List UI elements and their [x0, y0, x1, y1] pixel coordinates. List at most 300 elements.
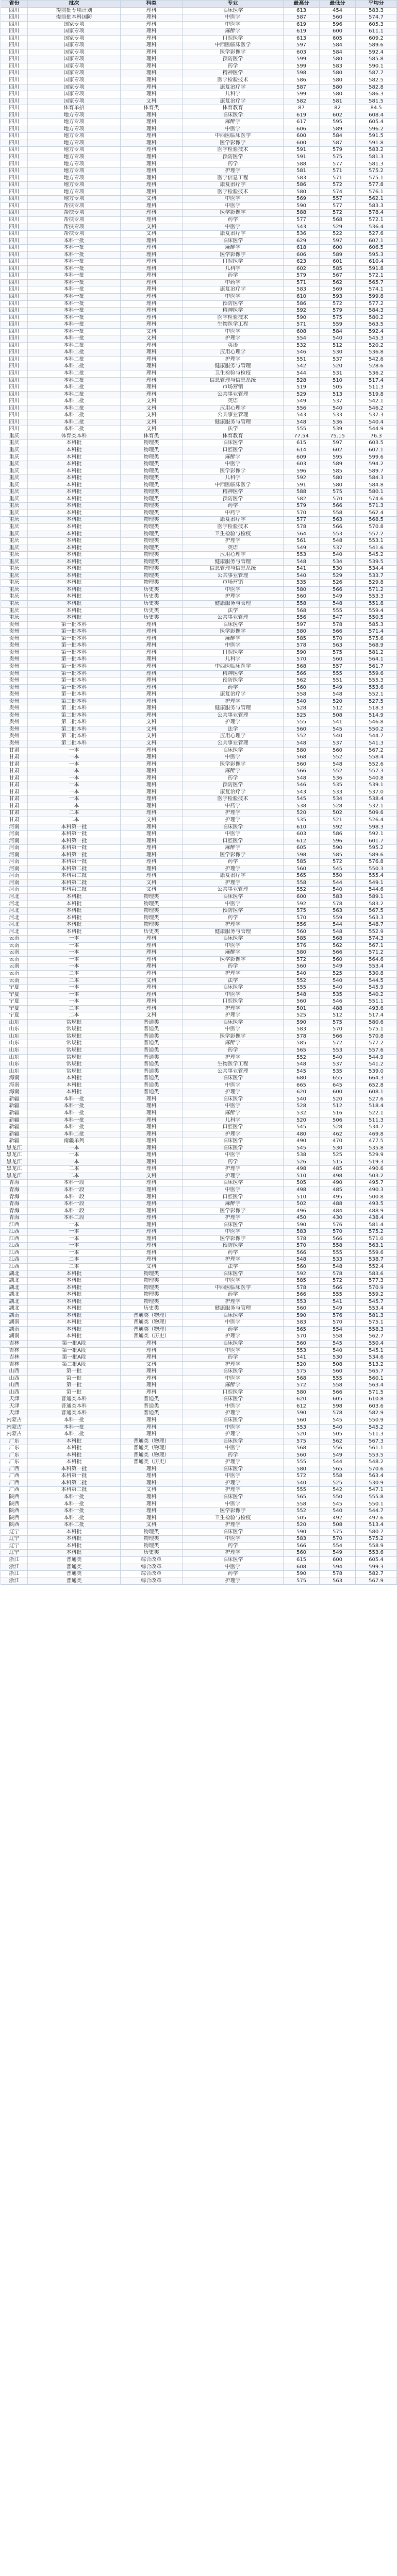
- cell-province: 海南: [1, 1089, 28, 1096]
- cell-province: 云南: [1, 956, 28, 963]
- cell-min-score: 601: [320, 259, 356, 266]
- cell-batch: 地方专项: [28, 112, 121, 119]
- cell-max-score: 558: [284, 691, 320, 699]
- cell-avg-score: 592.4: [356, 328, 397, 335]
- cell-min-score: 605: [320, 1396, 356, 1403]
- table-row: [1, 377, 397, 384]
- cell-major: 临床医学: [183, 936, 284, 943]
- cell-major: 药学: [183, 1249, 284, 1257]
- table-row: [1, 552, 397, 559]
- cell-major: 药学: [183, 963, 284, 971]
- cell-max-score: 502: [284, 1201, 320, 1208]
- cell-batch: 一本: [28, 963, 121, 971]
- cell-batch: 第一批本科: [28, 649, 121, 656]
- cell-batch: 本科批: [28, 1278, 121, 1285]
- table-row: [1, 691, 397, 699]
- cell-min-score: 581: [320, 98, 356, 105]
- cell-major: 精神医学: [183, 308, 284, 315]
- table-row: [1, 70, 397, 77]
- cell-min-score: 579: [320, 308, 356, 315]
- cell-avg-score: 534.6: [356, 1354, 397, 1362]
- cell-max-score: 578: [284, 1033, 320, 1040]
- cell-batch: 一本: [28, 998, 121, 1006]
- cell-major: 护理学: [183, 817, 284, 824]
- cell-avg-score: 603.5: [356, 440, 397, 447]
- cell-batch: 第一批本科: [28, 684, 121, 691]
- cell-province: 黑龙江: [1, 1145, 28, 1152]
- cell-max-score: 599: [284, 56, 320, 63]
- table-row: [1, 328, 397, 335]
- cell-province: 四川: [1, 154, 28, 161]
- cell-min-score: 571: [320, 175, 356, 182]
- cell-province: 四川: [1, 56, 28, 63]
- table-row: [1, 1410, 397, 1417]
- cell-min-score: 585: [320, 852, 356, 859]
- cell-subject-type: 文科: [121, 1173, 183, 1180]
- table-row: [1, 817, 397, 824]
- cell-avg-score: 529.8: [356, 580, 397, 587]
- cell-major: 临床医学: [183, 1180, 284, 1187]
- cell-avg-score: 557.6: [356, 1047, 397, 1055]
- cell-max-score: 532: [284, 1110, 320, 1117]
- cell-batch: 二本: [28, 977, 121, 985]
- cell-min-score: 555: [320, 670, 356, 677]
- cell-major: 医学影像学: [183, 1208, 284, 1215]
- cell-max-score: 566: [284, 670, 320, 677]
- cell-batch: 本科一段: [28, 1208, 121, 1215]
- cell-province: 四川: [1, 77, 28, 84]
- cell-major: 生物医学工程: [183, 1061, 284, 1069]
- cell-max-score: 558: [284, 879, 320, 887]
- cell-province: 浙江: [1, 1578, 28, 1585]
- cell-subject-type: 普通类（物理）: [121, 1445, 183, 1452]
- cell-subject-type: 理科: [121, 782, 183, 789]
- table-row: [1, 161, 397, 168]
- cell-avg-score: 542.6: [356, 356, 397, 363]
- cell-major: 临床医学: [183, 1466, 284, 1473]
- cell-min-score: 525: [320, 1480, 356, 1487]
- cell-major: 中医学: [183, 1564, 284, 1571]
- cell-subject-type: 理科: [121, 866, 183, 873]
- cell-province: 四川: [1, 84, 28, 91]
- table-row: [1, 803, 397, 810]
- cell-max-score: 553: [284, 1347, 320, 1354]
- cell-min-score: 572: [320, 210, 356, 217]
- cell-batch: 本科批: [28, 482, 121, 489]
- cell-province: 云南: [1, 971, 28, 978]
- cell-major: 公共事业管理: [183, 712, 284, 719]
- cell-max-score: 541: [284, 566, 320, 573]
- table-row: [1, 1501, 397, 1508]
- cell-max-score: 546: [284, 349, 320, 357]
- cell-subject-type: 普通类（物理）: [121, 1452, 183, 1459]
- table-row: [1, 1515, 397, 1522]
- cell-batch: 本科第二批: [28, 887, 121, 894]
- cell-avg-score: 503.2: [356, 1173, 397, 1180]
- cell-min-score: 540: [320, 977, 356, 985]
- cell-province: 贵州: [1, 656, 28, 664]
- cell-batch: 二本: [28, 1173, 121, 1180]
- cell-avg-score: 582.9: [356, 1410, 397, 1417]
- cell-province: 四川: [1, 231, 28, 238]
- cell-avg-score: 574.6: [356, 496, 397, 503]
- cell-batch: 帮扶专项: [28, 202, 121, 210]
- admission-scores-table: [1, 0, 397, 1585]
- cell-subject-type: 理科: [121, 831, 183, 838]
- cell-avg-score: 509.6: [356, 810, 397, 817]
- cell-avg-score: 572.1: [356, 273, 397, 280]
- cell-avg-score: 595.3: [356, 251, 397, 259]
- cell-avg-score: 526.4: [356, 817, 397, 824]
- cell-subject-type: 理科: [121, 754, 183, 761]
- cell-subject-type: 理科: [121, 133, 183, 140]
- cell-avg-score: 550.9: [356, 1417, 397, 1425]
- table-row: [1, 1312, 397, 1319]
- cell-province: 海南: [1, 1075, 28, 1082]
- cell-max-score: 545: [284, 1124, 320, 1131]
- cell-batch: 本科批: [28, 1459, 121, 1466]
- cell-avg-score: 575.1: [356, 175, 397, 182]
- cell-major: 口腔医学: [183, 35, 284, 42]
- cell-province: 宁夏: [1, 998, 28, 1006]
- cell-batch: 第一批本科: [28, 621, 121, 629]
- cell-max-score: 570: [284, 656, 320, 664]
- cell-avg-score: 544.6: [356, 887, 397, 894]
- cell-province: 甘肃: [1, 803, 28, 810]
- table-row: [1, 712, 397, 719]
- cell-major: 护理学: [183, 356, 284, 363]
- cell-province: 四川: [1, 168, 28, 175]
- table-row: [1, 1550, 397, 1557]
- table-row: [1, 1508, 397, 1515]
- cell-major: 临床医学: [183, 1396, 284, 1403]
- cell-province: 河南: [1, 838, 28, 845]
- cell-subject-type: 理科: [121, 956, 183, 963]
- table-row: [1, 942, 397, 950]
- cell-major: 信息管理与信息系统: [183, 566, 284, 573]
- cell-province: 四川: [1, 119, 28, 126]
- cell-major: 健康服务与管理: [183, 601, 284, 608]
- cell-province: 湖南: [1, 1312, 28, 1319]
- table-row: [1, 412, 397, 419]
- cell-major: 市场营销: [183, 384, 284, 392]
- cell-batch: 二本: [28, 1257, 121, 1264]
- cell-subject-type: 文科: [121, 231, 183, 238]
- cell-min-score: 540: [320, 552, 356, 559]
- cell-major: 麻醉学: [183, 245, 284, 252]
- table-row: [1, 391, 397, 398]
- cell-major: 麻醉学: [183, 1110, 284, 1117]
- cell-province: 贵州: [1, 677, 28, 685]
- cell-max-score: 560: [284, 963, 320, 971]
- cell-max-score: 535: [284, 580, 320, 587]
- cell-batch: 第一批A段: [28, 1354, 121, 1362]
- cell-major: 医学影像学: [183, 140, 284, 147]
- cell-min-score: 547: [320, 615, 356, 622]
- cell-avg-score: 550.3: [356, 866, 397, 873]
- cell-batch: 第一批本科: [28, 670, 121, 677]
- cell-max-score: 520: [284, 1117, 320, 1124]
- cell-min-score: 585: [320, 265, 356, 273]
- cell-subject-type: 物理类: [121, 454, 183, 461]
- cell-min-score: 548: [320, 691, 356, 699]
- cell-batch: 二本: [28, 810, 121, 817]
- cell-province: 重庆: [1, 482, 28, 489]
- table-row: [1, 63, 397, 70]
- cell-province: 四川: [1, 349, 28, 357]
- table-row: [1, 202, 397, 210]
- cell-max-score: 528: [284, 377, 320, 384]
- cell-subject-type: 理科: [121, 119, 183, 126]
- cell-batch: 本科批: [28, 914, 121, 922]
- table-row: [1, 370, 397, 377]
- cell-min-score: 533: [320, 412, 356, 419]
- cell-major: 中医学: [183, 1424, 284, 1431]
- cell-major: 康复治疗学: [183, 84, 284, 91]
- cell-max-score: 580: [284, 747, 320, 754]
- cell-province: 河南: [1, 879, 28, 887]
- table-row: [1, 175, 397, 182]
- cell-major: 临床医学: [183, 985, 284, 992]
- cell-batch: 本科批: [28, 1312, 121, 1319]
- cell-min-score: 544: [320, 1459, 356, 1466]
- cell-subject-type: 理科: [121, 845, 183, 852]
- cell-batch: 普通类: [28, 1571, 121, 1578]
- cell-major: 中医学: [183, 1229, 284, 1236]
- cell-min-score: 548: [320, 928, 356, 936]
- cell-subject-type: 理科: [121, 705, 183, 713]
- table-row: [1, 1403, 397, 1410]
- cell-batch: 本科批: [28, 922, 121, 929]
- cell-province: 四川: [1, 112, 28, 119]
- cell-subject-type: 理科: [121, 789, 183, 796]
- cell-max-score: 591: [284, 147, 320, 154]
- cell-min-score: 530: [320, 1145, 356, 1152]
- cell-min-score: 528: [320, 1124, 356, 1131]
- cell-min-score: 549: [320, 1452, 356, 1459]
- cell-subject-type: 理科: [121, 1124, 183, 1131]
- cell-subject-type: 理科: [121, 1347, 183, 1354]
- cell-major: 中医学: [183, 1445, 284, 1452]
- table-row: [1, 1054, 397, 1061]
- cell-province: 天津: [1, 1410, 28, 1417]
- cell-province: 天津: [1, 1403, 28, 1410]
- cell-major: 口腔医学: [183, 1389, 284, 1396]
- table-row: [1, 1529, 397, 1536]
- cell-min-score: 560: [320, 747, 356, 754]
- cell-subject-type: 物理类: [121, 558, 183, 566]
- table-row: [1, 538, 397, 545]
- cell-province: 四川: [1, 245, 28, 252]
- cell-subject-type: 理科: [121, 91, 183, 98]
- cell-subject-type: 理科: [121, 42, 183, 49]
- cell-avg-score: 571.4: [356, 629, 397, 636]
- cell-major: 中医学: [183, 1473, 284, 1480]
- cell-province: 四川: [1, 182, 28, 189]
- cell-max-score: 560: [284, 928, 320, 936]
- cell-max-score: 590: [284, 202, 320, 210]
- cell-min-score: 575: [320, 154, 356, 161]
- cell-avg-score: 551.1: [356, 998, 397, 1006]
- cell-major: 应用心理学: [183, 552, 284, 559]
- cell-min-score: 570: [320, 1229, 356, 1236]
- cell-min-score: 589: [320, 126, 356, 133]
- cell-avg-score: 548.7: [356, 922, 397, 929]
- cell-province: 四川: [1, 419, 28, 426]
- cell-avg-score: 545.9: [356, 985, 397, 992]
- cell-min-score: 655: [320, 1075, 356, 1082]
- cell-subject-type: 理科: [121, 349, 183, 357]
- cell-max-score: 552: [284, 1054, 320, 1061]
- cell-avg-score: 548.2: [356, 1459, 397, 1466]
- table-row: [1, 1452, 397, 1459]
- table-row: [1, 21, 397, 28]
- cell-major: 临床医学: [183, 1312, 284, 1319]
- cell-province: 河南: [1, 873, 28, 880]
- cell-batch: 本科批: [28, 558, 121, 566]
- table-row: [1, 879, 397, 887]
- cell-min-score: 583: [320, 894, 356, 901]
- cell-batch: 第一批本科: [28, 629, 121, 636]
- cell-avg-score: 495.7: [356, 1180, 397, 1187]
- cell-province: 四川: [1, 42, 28, 49]
- cell-max-score: 579: [284, 503, 320, 510]
- cell-province: 重庆: [1, 433, 28, 440]
- table-row: [1, 1473, 397, 1480]
- cell-major: 临床医学: [183, 7, 284, 14]
- cell-major: 麻醉学: [183, 768, 284, 775]
- cell-min-score: 545: [320, 1417, 356, 1425]
- cell-subject-type: 理科: [121, 1249, 183, 1257]
- cell-max-score: 540: [284, 698, 320, 705]
- table-row: [1, 496, 397, 503]
- cell-min-score: 557: [320, 196, 356, 203]
- cell-subject-type: 理科: [121, 182, 183, 189]
- cell-subject-type: 理科: [121, 251, 183, 259]
- cell-avg-score: 583.2: [356, 147, 397, 154]
- cell-batch: 地方专项: [28, 147, 121, 154]
- cell-province: 重庆: [1, 468, 28, 475]
- cell-subject-type: 理科: [121, 1201, 183, 1208]
- cell-batch: 本科批: [28, 468, 121, 475]
- cell-min-score: 600: [320, 245, 356, 252]
- table-row: [1, 489, 397, 496]
- cell-subject-type: 物理类: [121, 531, 183, 538]
- cell-subject-type: 理科: [121, 1235, 183, 1243]
- cell-major: 中西医临床医学: [183, 663, 284, 670]
- cell-max-score: 598: [284, 70, 320, 77]
- cell-min-score: 548: [320, 601, 356, 608]
- cell-subject-type: 理科: [121, 112, 183, 119]
- cell-min-score: 597: [320, 440, 356, 447]
- cell-min-score: 553: [320, 531, 356, 538]
- cell-min-score: 492: [320, 1515, 356, 1522]
- cell-major: 精神医学: [183, 670, 284, 677]
- cell-min-score: 584: [320, 42, 356, 49]
- cell-max-score: 597: [284, 42, 320, 49]
- cell-batch: 国家专项: [28, 63, 121, 70]
- cell-major: 中医学: [183, 1501, 284, 1508]
- cell-major: 法学: [183, 607, 284, 615]
- cell-province: 青海: [1, 1187, 28, 1194]
- cell-avg-score: 558.4: [356, 754, 397, 761]
- cell-batch: 第二批本科: [28, 719, 121, 726]
- cell-batch: 本科一批: [28, 1417, 121, 1425]
- cell-max-score: 560: [284, 761, 320, 768]
- cell-subject-type: 理科: [121, 1229, 183, 1236]
- cell-max-score: 546: [284, 782, 320, 789]
- cell-max-score: 592: [284, 1270, 320, 1278]
- cell-min-score: 513: [320, 391, 356, 398]
- cell-avg-score: 553.4: [356, 963, 397, 971]
- cell-subject-type: 文科: [121, 879, 183, 887]
- cell-province: 四川: [1, 405, 28, 412]
- cell-major: 中医学: [183, 224, 284, 231]
- table-row: [1, 1159, 397, 1166]
- cell-subject-type: 理科: [121, 356, 183, 363]
- cell-max-score: 590: [284, 1410, 320, 1417]
- cell-batch: 普通类本科: [28, 1396, 121, 1403]
- cell-batch: 本科批: [28, 489, 121, 496]
- cell-major: 护理学: [183, 698, 284, 705]
- cell-min-score: 490: [320, 1180, 356, 1187]
- cell-province: 湖北: [1, 1292, 28, 1299]
- cell-max-score: 545: [284, 1145, 320, 1152]
- cell-max-score: 591: [284, 154, 320, 161]
- cell-avg-score: 583.6: [356, 1270, 397, 1278]
- cell-subject-type: 普通类: [121, 1047, 183, 1055]
- cell-major: 临床医学: [183, 621, 284, 629]
- table-row: [1, 1578, 397, 1585]
- cell-subject-type: 理科: [121, 621, 183, 629]
- cell-max-score: 578: [284, 1235, 320, 1243]
- cell-avg-score: 534.7: [356, 1124, 397, 1131]
- cell-subject-type: 物理类: [121, 524, 183, 531]
- cell-batch: 国家专项: [28, 77, 121, 84]
- table-row: [1, 224, 397, 231]
- cell-max-score: 552: [284, 733, 320, 740]
- cell-max-score: 583: [284, 286, 320, 294]
- cell-batch: 常规批: [28, 1040, 121, 1047]
- cell-min-score: 75.15: [320, 433, 356, 440]
- cell-subject-type: 物理类: [121, 440, 183, 447]
- table-row: [1, 238, 397, 245]
- cell-subject-type: 理科: [121, 286, 183, 294]
- cell-max-score: 529: [284, 391, 320, 398]
- cell-batch: 本科一批: [28, 1494, 121, 1501]
- cell-major: 口腔医学: [183, 1194, 284, 1201]
- cell-min-score: 545: [320, 1341, 356, 1348]
- cell-major: 药学: [183, 1292, 284, 1299]
- cell-min-score: 540: [320, 1347, 356, 1354]
- table-row: [1, 1026, 397, 1033]
- cell-max-score: 568: [284, 1375, 320, 1382]
- cell-avg-score: 605.3: [356, 21, 397, 28]
- cell-avg-score: 547.1: [356, 1487, 397, 1494]
- cell-max-score: 615: [284, 1556, 320, 1564]
- cell-province: 四川: [1, 377, 28, 384]
- cell-major: 临床医学: [183, 894, 284, 901]
- cell-subject-type: 物理类: [121, 517, 183, 524]
- cell-province: 贵州: [1, 691, 28, 699]
- cell-max-score: 561: [284, 538, 320, 545]
- table-row: [1, 1417, 397, 1425]
- cell-batch: 普通类: [28, 1564, 121, 1571]
- cell-min-score: 526: [320, 580, 356, 587]
- cell-max-score: 570: [284, 510, 320, 517]
- cell-max-score: 525: [284, 1012, 320, 1020]
- cell-min-score: 572: [320, 1278, 356, 1285]
